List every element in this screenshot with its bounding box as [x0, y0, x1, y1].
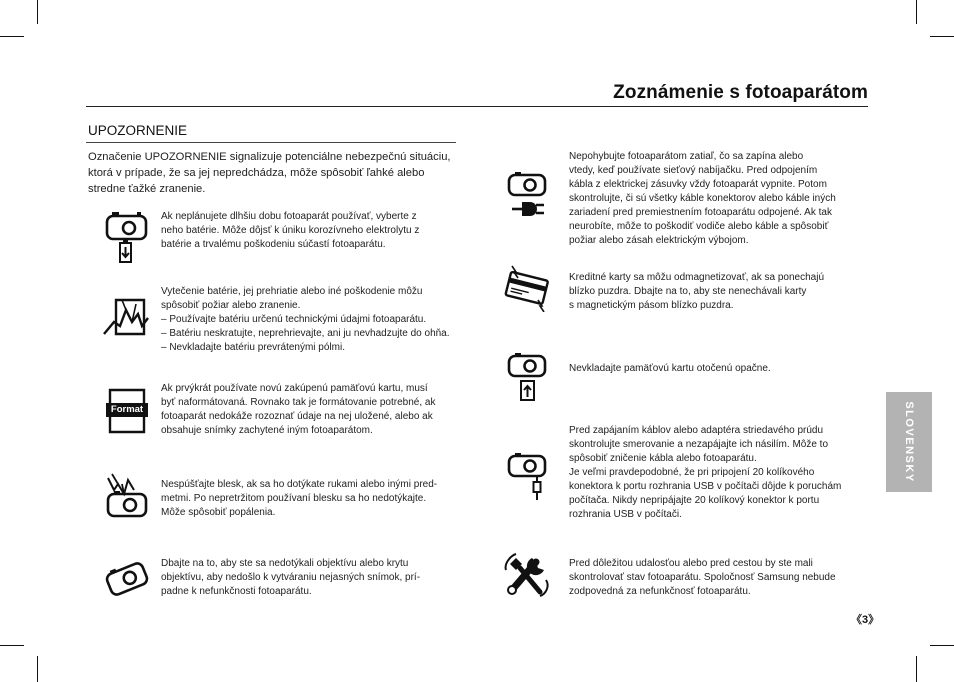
page-title: Zoznámenie s fotoaparátom — [613, 82, 868, 103]
text-line: metmi. Po nepretržitom používaní blesku sa ho nedotýkajte. — [161, 493, 427, 504]
crop-mark — [930, 645, 954, 646]
left-item-5-text — [161, 557, 461, 599]
left-item-2-text — [161, 285, 466, 355]
left-item-1-text — [161, 210, 461, 252]
text-line: Nespúšťajte blesk, ak sa ho dotýkate rukami alebo inými pred- — [161, 479, 438, 490]
intro-paragraph: Označenie UPOZORNENIE signalizuje potenciálne nebezpečnú situáciu, ktorá v prípade, že sa jej nepredchádza, môže spôsobiť ľahké alebo stredne ťažké zranenie. — [88, 151, 451, 195]
text-line: blízko puzdra. Dbajte na to, aby ste nenechávali karty — [569, 286, 807, 297]
text-line: počítača. Nikdy nepripájajte 20 kolíkový konektor k portu — [569, 495, 820, 506]
right-item-3-text — [569, 362, 869, 376]
crop-mark — [37, 656, 38, 682]
section-divider — [86, 142, 456, 143]
credit-card-magnet-icon — [504, 262, 550, 312]
text-line: Dbajte na to, aby ste sa nedotýkali objektívu alebo krytu — [161, 558, 409, 569]
camera-battery-icon — [104, 210, 150, 264]
text-line: – Používajte batériu určenú technickými údajmi fotoaparátu. — [161, 314, 427, 325]
crop-mark — [0, 645, 24, 646]
text-line: kábla z elektrickej zásuvky vždy fotoaparát vypnite. Potom — [569, 179, 827, 190]
right-item-4-text — [569, 424, 869, 522]
battery-explosion-icon — [102, 296, 152, 338]
format-card-icon — [104, 388, 150, 434]
text-line: obsahuje snímky zachytené iným fotoaparátom. — [161, 425, 373, 436]
right-item-1-text — [569, 150, 869, 248]
text-line: Môže spôsobiť popálenia. — [161, 507, 276, 518]
page-number: 《3》 — [851, 614, 880, 626]
text-line: Ak neplánujete dlhšiu dobu fotoaparát používať, vyberte z — [161, 211, 417, 222]
text-line: padne k nefunkčnosti fotoaparátu. — [161, 586, 312, 597]
text-line: spôsobiť zničenie kábla alebo fotoaparátu. — [569, 453, 757, 464]
text-line: Pred dôležitou udalosťou alebo pred cestou by ste mali — [569, 558, 813, 569]
text-line: skontrolovať stav fotoaparátu. Spoločnosť Samsung nebude — [569, 572, 836, 583]
wrench-screwdriver-icon — [502, 550, 552, 598]
title-divider — [86, 106, 868, 107]
text-line: požiar alebo zásah elektrickým výbojom. — [569, 235, 749, 246]
text-line: – Batériu neskratujte, neprehrievajte, ani ju nevhadzujte do ohňa. — [161, 328, 450, 339]
text-line: objektívu, aby nedošlo k vytváraniu nejasných snímok, prí- — [161, 572, 421, 583]
section-heading: UPOZORNENIE — [88, 123, 188, 138]
crop-mark — [37, 0, 38, 24]
text-line: skontrolujte smerovanie a nezapájajte ich násilím. Môže to — [569, 439, 829, 450]
language-tab-label: SLOVENSKY — [903, 401, 915, 483]
text-line: rozhrania USB v počítači. — [569, 509, 682, 520]
text-line: neurobíte, môže to poškodiť vodiče alebo káble a spôsobiť — [569, 221, 829, 232]
text-line: batérie a trvalému poškodeniu súčastí fotoaparátu. — [161, 239, 386, 250]
text-line: byť naformátovaná. Rovnako tak je formátovanie potrebné, ak — [161, 397, 436, 408]
tilted-camera-icon — [104, 560, 150, 598]
camera-usb-cable-icon — [506, 452, 548, 502]
text-line: Nevkladajte pamäťovú kartu otočenú opačne. — [569, 363, 771, 374]
crop-mark — [0, 36, 24, 37]
crop-mark — [916, 656, 917, 682]
text-line: s magnetickým pásom blízko puzdra. — [569, 300, 734, 311]
format-label: Format — [110, 404, 144, 415]
text-line: Je veľmi pravdepodobné, že pri pripojení 20 kolíkového — [569, 467, 815, 478]
text-line: vtedy, keď používate sieťový nabíjačku. Pred odpojením — [569, 165, 818, 176]
flash-burn-icon — [104, 470, 150, 520]
text-line: Kreditné karty sa môžu odmagnetizovať, ak sa ponechajú — [569, 272, 825, 283]
right-item-2-text — [569, 271, 869, 313]
text-line: Vytečenie batérie, jej prehriatie alebo iné poškodenie môžu — [161, 286, 423, 297]
camera-power-plug-icon — [506, 171, 548, 219]
text-line: Nepohybujte fotoaparátom zatiaľ, čo sa zapína alebo — [569, 151, 804, 162]
camera-card-insert-icon — [506, 352, 548, 402]
text-line: fotoaparát nedokáže rozoznať údaje na nej uložené, alebo ak — [161, 411, 433, 422]
crop-mark — [916, 0, 917, 24]
text-line: zariadení pred premiestnením fotoaparátu odpojené. Ak tak — [569, 207, 832, 218]
crop-mark — [930, 36, 954, 37]
language-tab — [886, 392, 932, 492]
text-line: Pred zapájaním káblov alebo adaptéra striedavého prúdu — [569, 425, 824, 436]
text-line: konektora k portu rozhrania USB v počítači dôjde k poruchám — [569, 481, 842, 492]
left-item-3-text — [161, 382, 461, 438]
text-line: Ak prvýkrát používate novú zakúpenú pamäťovú kartu, musí — [161, 383, 428, 394]
text-line: zodpovedná za nefunkčnosť fotoaparátu. — [569, 586, 751, 597]
text-line: – Nevkladajte batériu prevrátenými pólmi. — [161, 342, 345, 353]
left-item-4-text — [161, 478, 466, 520]
text-line: neho batérie. Môže dôjsť k úniku korozívneho elektrolytu z — [161, 225, 420, 236]
text-line: skontrolujte, či sú všetky káble konektorov alebo káble iných — [569, 193, 836, 204]
right-item-5-text — [569, 557, 869, 599]
text-line: spôsobiť požiar alebo zranenie. — [161, 300, 301, 311]
